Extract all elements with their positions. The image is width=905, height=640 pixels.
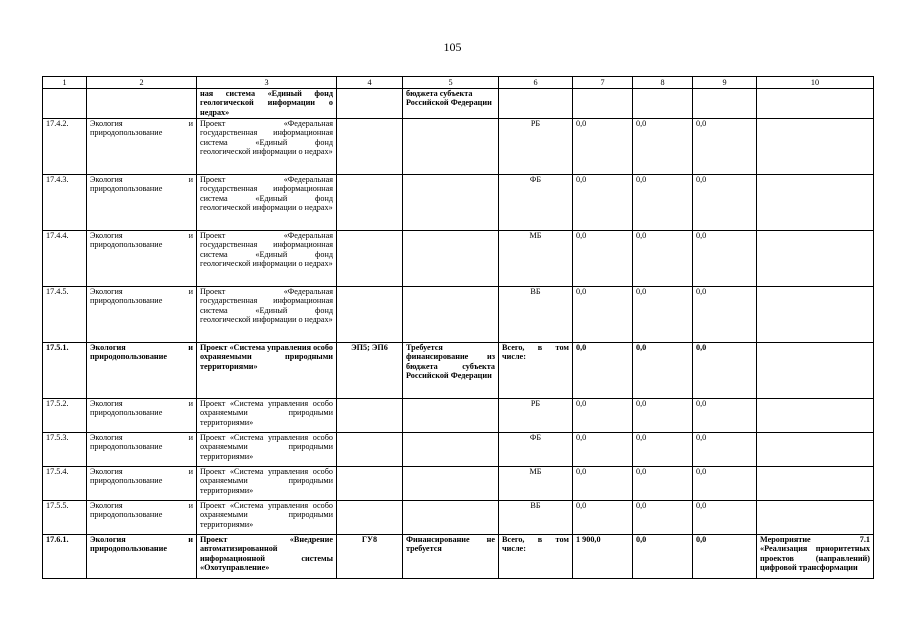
row-number: 17.4.3. bbox=[43, 175, 87, 231]
row-code: ГУ8 bbox=[337, 535, 403, 579]
row-financing: Требуется финансирование из бюджета субъекта Российской Федерации bbox=[403, 343, 499, 399]
row-note bbox=[757, 175, 874, 231]
row-source: МБ bbox=[499, 231, 573, 287]
row-note bbox=[757, 231, 874, 287]
column-header: 5 bbox=[403, 77, 499, 89]
column-header: 2 bbox=[87, 77, 197, 89]
row-value-7: 0,0 bbox=[573, 287, 633, 343]
row-value-7: 0,0 bbox=[573, 467, 633, 501]
row-number: 17.5.4. bbox=[43, 467, 87, 501]
row-sector: Экология и природопользование bbox=[87, 467, 197, 501]
row-source: МБ bbox=[499, 467, 573, 501]
row-code bbox=[337, 119, 403, 175]
row-note bbox=[757, 287, 874, 343]
column-header: 4 bbox=[337, 77, 403, 89]
table-row bbox=[43, 119, 874, 175]
row-number: 17.5.3. bbox=[43, 433, 87, 467]
row-value-9: 0,0 bbox=[693, 231, 757, 287]
row-sector: Экология и природопользование bbox=[87, 535, 197, 579]
row-financing bbox=[403, 399, 499, 433]
row-value-8: 0,0 bbox=[633, 343, 693, 399]
continuation-row bbox=[43, 89, 874, 119]
row-note: Мероприятие 7.1 «Реализация приоритетных проектов (направлений) цифровой трансформации bbox=[757, 535, 874, 579]
row-financing bbox=[403, 231, 499, 287]
table-row bbox=[43, 175, 874, 231]
row-code bbox=[337, 433, 403, 467]
row-project: Проект «Система управления особо охраняемыми природными территориями» bbox=[197, 501, 337, 535]
row-value-9: 0,0 bbox=[693, 535, 757, 579]
row-value-9: 0,0 bbox=[693, 287, 757, 343]
row-value-9: 0,0 bbox=[693, 343, 757, 399]
row-value-7: 0,0 bbox=[573, 231, 633, 287]
row-value-8: 0,0 bbox=[633, 231, 693, 287]
row-financing bbox=[403, 433, 499, 467]
table-row bbox=[43, 535, 874, 579]
row-note bbox=[757, 501, 874, 535]
row-value-8: 0,0 bbox=[633, 175, 693, 231]
row-source: РБ bbox=[499, 119, 573, 175]
table-row bbox=[43, 287, 874, 343]
row-project: Проект «Система управления особо охраняемыми природными территориями» bbox=[197, 343, 337, 399]
row-sector: Экология и природопользование bbox=[87, 175, 197, 231]
row-value-8: 0,0 bbox=[633, 399, 693, 433]
row-sector: Экология и природопользование bbox=[87, 231, 197, 287]
row-code bbox=[337, 231, 403, 287]
row-code bbox=[337, 501, 403, 535]
row-sector: Экология и природопользование bbox=[87, 433, 197, 467]
row-value-7: 0,0 bbox=[573, 119, 633, 175]
row-number: 17.4.5. bbox=[43, 287, 87, 343]
column-header: 6 bbox=[499, 77, 573, 89]
row-code bbox=[337, 399, 403, 433]
row-note bbox=[757, 119, 874, 175]
row-financing bbox=[403, 119, 499, 175]
row-project: Проект «Система управления особо охраняемыми природными территориями» bbox=[197, 399, 337, 433]
continuation-project: ная система «Единый фонд геологической информации о недрах» bbox=[197, 89, 337, 119]
row-note bbox=[757, 399, 874, 433]
row-source: Всего, в том числе: bbox=[499, 343, 573, 399]
row-value-9: 0,0 bbox=[693, 501, 757, 535]
row-value-8: 0,0 bbox=[633, 467, 693, 501]
table-row bbox=[43, 433, 874, 467]
row-value-7: 0,0 bbox=[573, 501, 633, 535]
row-value-9: 0,0 bbox=[693, 433, 757, 467]
row-value-7: 0,0 bbox=[573, 433, 633, 467]
table-row bbox=[43, 343, 874, 399]
row-note bbox=[757, 433, 874, 467]
row-number: 17.4.4. bbox=[43, 231, 87, 287]
column-header: 9 bbox=[693, 77, 757, 89]
row-value-8: 0,0 bbox=[633, 119, 693, 175]
row-project: Проект «Система управления особо охраняемыми природными территориями» bbox=[197, 433, 337, 467]
row-note bbox=[757, 343, 874, 399]
column-header: 1 bbox=[43, 77, 87, 89]
row-value-7: 1 900,0 bbox=[573, 535, 633, 579]
table-row bbox=[43, 467, 874, 501]
row-project: Проект «Федеральная государственная информационная система «Единый фонд геологической информации о недрах» bbox=[197, 231, 337, 287]
row-project: Проект «Федеральная государственная информационная система «Единый фонд геологической информации о недрах» bbox=[197, 287, 337, 343]
continuation-financing: бюджета субъекта Российской Федерации bbox=[403, 89, 499, 119]
column-number-row bbox=[43, 77, 874, 89]
row-financing: Финансирование не требуется bbox=[403, 535, 499, 579]
column-header: 8 bbox=[633, 77, 693, 89]
row-value-7: 0,0 bbox=[573, 175, 633, 231]
row-code: ЭП5; ЭП6 bbox=[337, 343, 403, 399]
row-sector: Экология и природопользование bbox=[87, 343, 197, 399]
column-header: 10 bbox=[757, 77, 874, 89]
table-row bbox=[43, 501, 874, 535]
row-project: Проект «Федеральная государственная информационная система «Единый фонд геологической информации о недрах» bbox=[197, 175, 337, 231]
row-source: РБ bbox=[499, 399, 573, 433]
row-source: Всего, в том числе: bbox=[499, 535, 573, 579]
row-financing bbox=[403, 287, 499, 343]
row-value-8: 0,0 bbox=[633, 287, 693, 343]
row-code bbox=[337, 175, 403, 231]
row-project: Проект «Внедрение автоматизированной информационной системы «Охотуправление» bbox=[197, 535, 337, 579]
row-value-9: 0,0 bbox=[693, 399, 757, 433]
row-value-9: 0,0 bbox=[693, 119, 757, 175]
row-value-7: 0,0 bbox=[573, 399, 633, 433]
row-sector: Экология и природопользование bbox=[87, 501, 197, 535]
row-source: ВБ bbox=[499, 287, 573, 343]
row-project: Проект «Федеральная государственная информационная система «Единый фонд геологической информации о недрах» bbox=[197, 119, 337, 175]
row-number: 17.5.5. bbox=[43, 501, 87, 535]
column-header: 3 bbox=[197, 77, 337, 89]
row-number: 17.5.2. bbox=[43, 399, 87, 433]
row-value-9: 0,0 bbox=[693, 467, 757, 501]
row-source: ФБ bbox=[499, 175, 573, 231]
budget-table bbox=[42, 76, 874, 579]
row-financing bbox=[403, 501, 499, 535]
table-row bbox=[43, 399, 874, 433]
row-sector: Экология и природопользование bbox=[87, 399, 197, 433]
row-number: 17.4.2. bbox=[43, 119, 87, 175]
row-value-9: 0,0 bbox=[693, 175, 757, 231]
row-value-8: 0,0 bbox=[633, 501, 693, 535]
row-value-8: 0,0 bbox=[633, 535, 693, 579]
table-row bbox=[43, 231, 874, 287]
row-number: 17.5.1. bbox=[43, 343, 87, 399]
row-value-8: 0,0 bbox=[633, 433, 693, 467]
row-project: Проект «Система управления особо охраняемыми природными территориями» bbox=[197, 467, 337, 501]
row-sector: Экология и природопользование bbox=[87, 287, 197, 343]
row-code bbox=[337, 467, 403, 501]
row-source: ФБ bbox=[499, 433, 573, 467]
column-header: 7 bbox=[573, 77, 633, 89]
row-code bbox=[337, 287, 403, 343]
row-number: 17.6.1. bbox=[43, 535, 87, 579]
row-source: ВБ bbox=[499, 501, 573, 535]
row-sector: Экология и природопользование bbox=[87, 119, 197, 175]
row-financing bbox=[403, 175, 499, 231]
page-number: 105 bbox=[443, 40, 462, 54]
row-financing bbox=[403, 467, 499, 501]
row-value-7: 0,0 bbox=[573, 343, 633, 399]
row-note bbox=[757, 467, 874, 501]
